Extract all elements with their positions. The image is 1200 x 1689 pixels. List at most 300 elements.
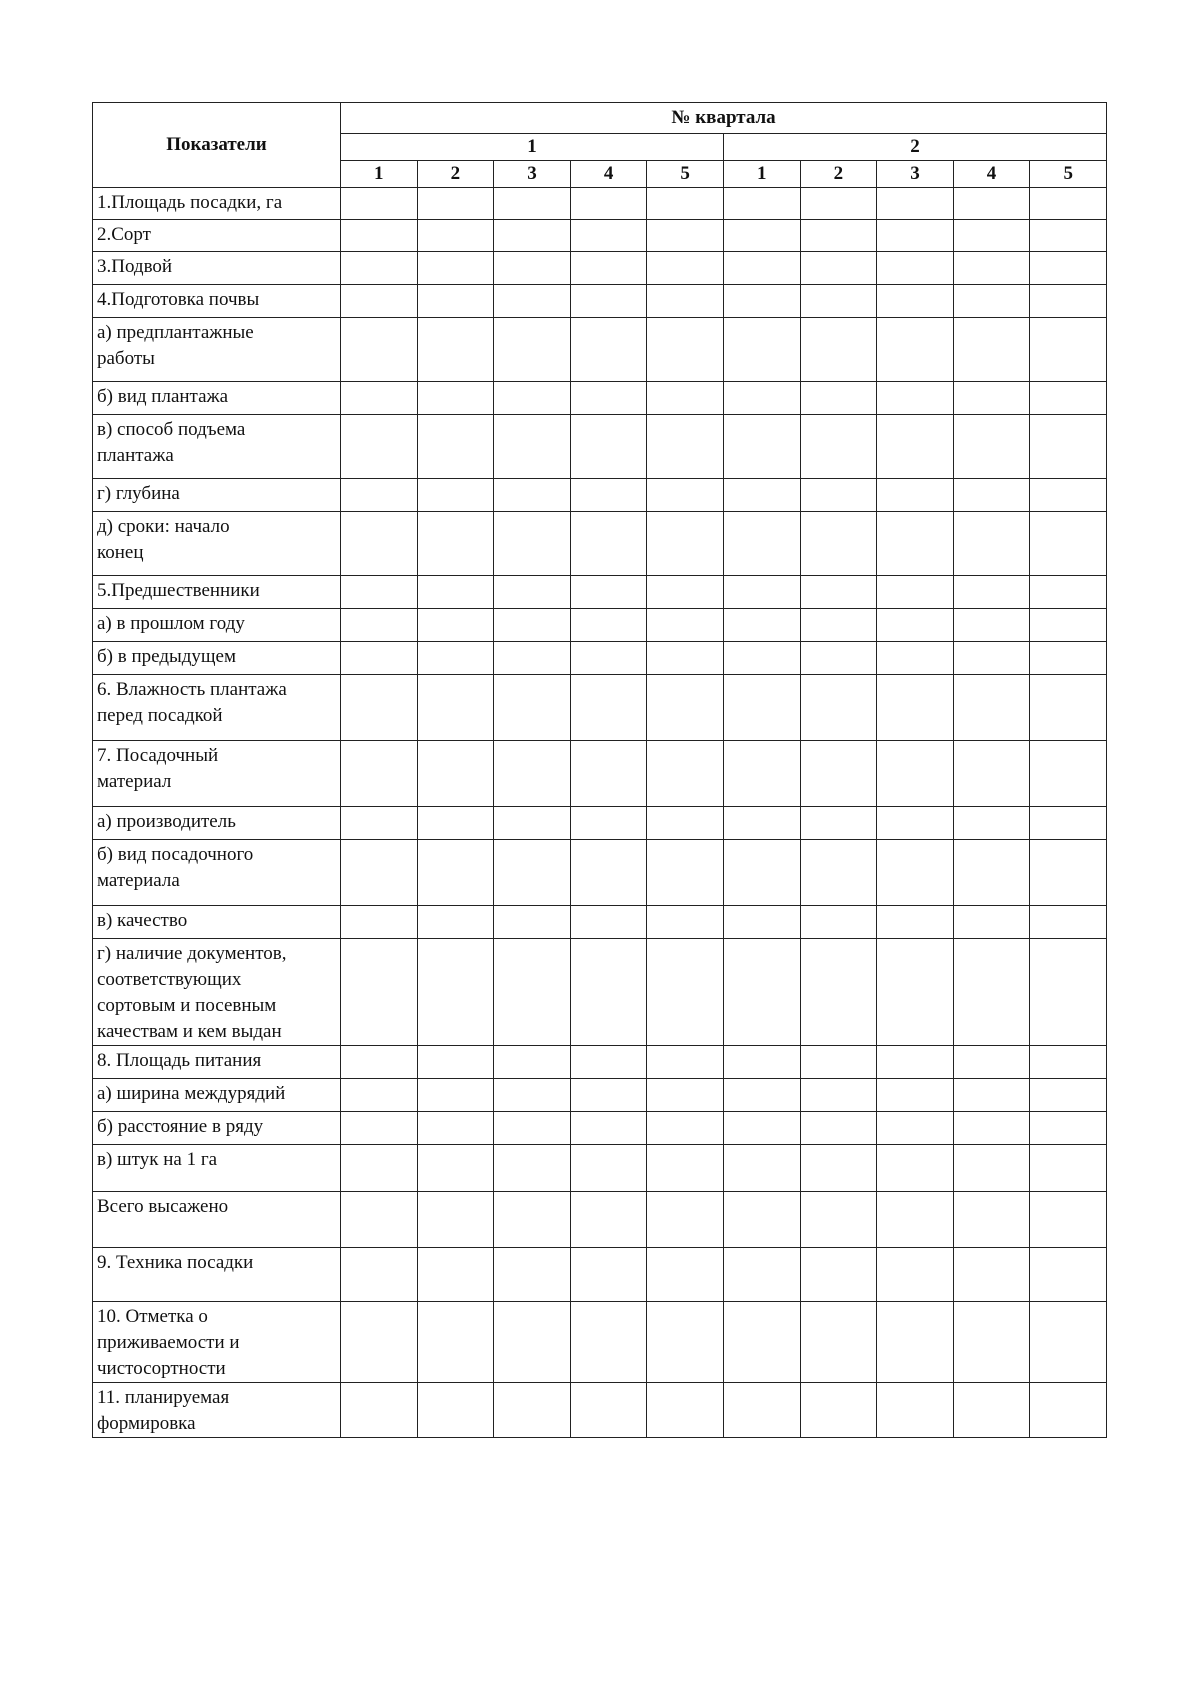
data-cell (494, 1383, 571, 1438)
data-cell (647, 609, 724, 642)
data-cell (570, 609, 647, 642)
data-cell (800, 675, 877, 741)
data-cell (647, 415, 724, 479)
data-cell (1030, 512, 1107, 576)
data-cell (723, 479, 800, 512)
data-cell (417, 1302, 494, 1383)
data-cell (723, 415, 800, 479)
data-cell (877, 609, 954, 642)
data-cell (953, 318, 1030, 382)
data-cell (570, 939, 647, 1046)
data-cell (877, 1046, 954, 1079)
data-cell (1030, 675, 1107, 741)
data-cell (341, 906, 418, 939)
row-label: 5.Предшественники (93, 576, 341, 609)
data-cell (723, 220, 800, 252)
data-cell (1030, 1302, 1107, 1383)
data-cell (647, 1145, 724, 1192)
data-cell (417, 939, 494, 1046)
row-label: б) в предыдущем (93, 642, 341, 675)
row-label: 3.Подвой (93, 252, 341, 285)
data-cell (800, 1046, 877, 1079)
data-cell (647, 382, 724, 415)
data-cell (877, 1112, 954, 1145)
data-cell (800, 479, 877, 512)
data-cell (800, 1248, 877, 1302)
data-cell (1030, 1383, 1107, 1438)
data-cell (570, 642, 647, 675)
row-label: в) штук на 1 га (93, 1145, 341, 1192)
data-cell (494, 479, 571, 512)
header-sub-1-2: 2 (417, 161, 494, 188)
data-cell (494, 675, 571, 741)
table-body (93, 188, 1107, 1438)
data-cell (800, 1383, 877, 1438)
data-cell (417, 1079, 494, 1112)
data-cell (570, 252, 647, 285)
data-cell (341, 252, 418, 285)
data-cell (417, 479, 494, 512)
data-cell (723, 285, 800, 318)
header-sub-1-5: 5 (647, 161, 724, 188)
data-cell (877, 576, 954, 609)
row-label: 8. Площадь питания (93, 1046, 341, 1079)
data-cell (417, 906, 494, 939)
data-cell (417, 512, 494, 576)
data-cell (877, 1383, 954, 1438)
data-cell (494, 252, 571, 285)
data-cell (877, 220, 954, 252)
table-row (93, 906, 1107, 939)
data-cell (570, 512, 647, 576)
data-cell (494, 741, 571, 807)
header-sub-1-3: 3 (494, 161, 571, 188)
data-cell (877, 512, 954, 576)
data-cell (570, 576, 647, 609)
data-cell (723, 382, 800, 415)
data-cell (1030, 382, 1107, 415)
data-cell (800, 188, 877, 220)
data-cell (647, 479, 724, 512)
data-cell (341, 675, 418, 741)
data-cell (723, 318, 800, 382)
data-cell (647, 220, 724, 252)
header-sub-2-5: 5 (1030, 161, 1107, 188)
data-cell (877, 479, 954, 512)
data-cell (723, 1248, 800, 1302)
row-label: г) глубина (93, 479, 341, 512)
data-cell (1030, 188, 1107, 220)
data-cell (647, 1046, 724, 1079)
data-cell (723, 252, 800, 285)
data-cell (1030, 741, 1107, 807)
header-sub-2-3: 3 (877, 161, 954, 188)
data-cell (953, 252, 1030, 285)
data-cell (417, 220, 494, 252)
data-cell (494, 1302, 571, 1383)
header-sub-2-1: 1 (723, 161, 800, 188)
data-cell (1030, 1145, 1107, 1192)
data-cell (953, 220, 1030, 252)
data-cell (723, 1079, 800, 1112)
data-cell (341, 188, 418, 220)
data-cell (341, 840, 418, 906)
data-cell (494, 220, 571, 252)
data-cell (341, 1248, 418, 1302)
data-cell (1030, 939, 1107, 1046)
table-row (93, 220, 1107, 252)
row-label: д) сроки: начало конец (93, 512, 341, 576)
data-cell (494, 1112, 571, 1145)
data-cell (647, 807, 724, 840)
data-cell (877, 252, 954, 285)
data-cell (341, 1192, 418, 1248)
table-row (93, 1145, 1107, 1192)
data-cell (877, 741, 954, 807)
data-cell (1030, 252, 1107, 285)
row-label: а) ширина междурядий (93, 1079, 341, 1112)
data-cell (341, 512, 418, 576)
header-sub-1-4: 4 (570, 161, 647, 188)
row-label: 11. планируемая формировка (93, 1383, 341, 1438)
data-cell (953, 642, 1030, 675)
data-cell (417, 741, 494, 807)
data-cell (800, 1302, 877, 1383)
data-cell (417, 1145, 494, 1192)
data-cell (494, 1248, 571, 1302)
data-cell (877, 1145, 954, 1192)
row-label: б) вид плантажа (93, 382, 341, 415)
data-cell (800, 318, 877, 382)
data-cell (494, 1046, 571, 1079)
data-cell (570, 415, 647, 479)
row-label: в) способ подъема плантажа (93, 415, 341, 479)
data-cell (1030, 220, 1107, 252)
table-row (93, 1112, 1107, 1145)
data-cell (800, 415, 877, 479)
data-cell (494, 642, 571, 675)
data-cell (647, 1383, 724, 1438)
data-cell (1030, 479, 1107, 512)
data-cell (800, 220, 877, 252)
data-cell (647, 318, 724, 382)
data-cell (341, 285, 418, 318)
data-cell (953, 576, 1030, 609)
data-cell (1030, 1079, 1107, 1112)
data-cell (570, 807, 647, 840)
row-label: 10. Отметка о приживаемости и чистосортности (93, 1302, 341, 1383)
data-cell (647, 1112, 724, 1145)
table-row (93, 479, 1107, 512)
data-cell (800, 939, 877, 1046)
data-cell (877, 840, 954, 906)
row-label: 7. Посадочный материал (93, 741, 341, 807)
data-cell (723, 1383, 800, 1438)
table-row (93, 1192, 1107, 1248)
data-cell (417, 415, 494, 479)
data-cell (723, 1302, 800, 1383)
data-cell (570, 285, 647, 318)
data-cell (494, 1145, 571, 1192)
data-cell (800, 382, 877, 415)
data-cell (417, 642, 494, 675)
data-cell (570, 1145, 647, 1192)
header-kvartal-number: № квартала (341, 103, 1107, 134)
planting-record-table (92, 102, 1107, 1438)
data-cell (877, 1079, 954, 1112)
data-cell (570, 220, 647, 252)
data-cell (417, 285, 494, 318)
data-cell (953, 1248, 1030, 1302)
header-sub-1-1: 1 (341, 161, 418, 188)
header-sub-2-2: 2 (800, 161, 877, 188)
data-cell (570, 1248, 647, 1302)
data-cell (570, 1383, 647, 1438)
data-cell (877, 285, 954, 318)
data-cell (953, 675, 1030, 741)
data-cell (953, 1112, 1030, 1145)
data-cell (723, 741, 800, 807)
data-cell (800, 512, 877, 576)
table-row (93, 840, 1107, 906)
row-label: Всего высажено (93, 1192, 341, 1248)
data-cell (647, 285, 724, 318)
data-cell (1030, 285, 1107, 318)
data-cell (1030, 1046, 1107, 1079)
data-cell (953, 1192, 1030, 1248)
data-cell (417, 1192, 494, 1248)
row-label: в) качество (93, 906, 341, 939)
data-cell (417, 188, 494, 220)
table-row (93, 188, 1107, 220)
data-cell (494, 609, 571, 642)
data-cell (877, 415, 954, 479)
data-cell (647, 642, 724, 675)
data-cell (953, 285, 1030, 318)
data-cell (953, 1079, 1030, 1112)
data-cell (647, 512, 724, 576)
data-cell (1030, 415, 1107, 479)
table-row (93, 1383, 1107, 1438)
data-cell (570, 382, 647, 415)
data-cell (494, 807, 571, 840)
table-row (93, 382, 1107, 415)
data-cell (417, 1383, 494, 1438)
data-cell (570, 479, 647, 512)
data-cell (953, 840, 1030, 906)
data-cell (723, 576, 800, 609)
data-cell (570, 1302, 647, 1383)
data-cell (341, 576, 418, 609)
data-cell (494, 415, 571, 479)
table-row (93, 252, 1107, 285)
data-cell (417, 1248, 494, 1302)
data-cell (877, 1302, 954, 1383)
row-label: б) расстояние в ряду (93, 1112, 341, 1145)
data-cell (647, 906, 724, 939)
table-row (93, 675, 1107, 741)
data-cell (494, 576, 571, 609)
data-cell (570, 675, 647, 741)
data-cell (800, 252, 877, 285)
data-cell (877, 188, 954, 220)
data-cell (953, 188, 1030, 220)
table-row (93, 609, 1107, 642)
data-cell (341, 642, 418, 675)
data-cell (494, 1079, 571, 1112)
table-row (93, 1046, 1107, 1079)
data-cell (341, 1145, 418, 1192)
data-cell (647, 675, 724, 741)
data-cell (723, 906, 800, 939)
data-cell (877, 382, 954, 415)
data-cell (570, 906, 647, 939)
data-cell (953, 807, 1030, 840)
data-cell (1030, 576, 1107, 609)
data-cell (1030, 609, 1107, 642)
data-cell (570, 741, 647, 807)
data-cell (570, 1046, 647, 1079)
data-cell (800, 1145, 877, 1192)
data-cell (723, 1145, 800, 1192)
data-cell (341, 1112, 418, 1145)
data-cell (723, 840, 800, 906)
data-cell (647, 188, 724, 220)
data-cell (953, 415, 1030, 479)
data-cell (494, 939, 571, 1046)
data-cell (341, 1046, 418, 1079)
data-cell (723, 1046, 800, 1079)
data-cell (877, 906, 954, 939)
table-row (93, 642, 1107, 675)
data-cell (341, 1079, 418, 1112)
data-cell (417, 576, 494, 609)
data-cell (800, 741, 877, 807)
data-cell (570, 840, 647, 906)
data-cell (494, 318, 571, 382)
data-cell (341, 1302, 418, 1383)
data-cell (647, 840, 724, 906)
data-cell (647, 1248, 724, 1302)
data-cell (647, 741, 724, 807)
data-cell (417, 318, 494, 382)
row-label: а) производитель (93, 807, 341, 840)
data-cell (341, 1383, 418, 1438)
data-cell (341, 609, 418, 642)
data-cell (341, 415, 418, 479)
data-cell (647, 1079, 724, 1112)
data-cell (723, 675, 800, 741)
data-cell (494, 1192, 571, 1248)
data-cell (800, 576, 877, 609)
row-label: а) предплантажные работы (93, 318, 341, 382)
data-cell (494, 382, 571, 415)
data-cell (417, 1112, 494, 1145)
table-row (93, 318, 1107, 382)
header-block-1: 1 (341, 134, 724, 161)
data-cell (1030, 807, 1107, 840)
data-cell (1030, 642, 1107, 675)
data-cell (1030, 906, 1107, 939)
data-cell (953, 1302, 1030, 1383)
data-cell (877, 1192, 954, 1248)
row-label: 2.Сорт (93, 220, 341, 252)
data-cell (647, 939, 724, 1046)
data-cell (953, 741, 1030, 807)
data-cell (494, 840, 571, 906)
header-indicators: Показатели (93, 103, 341, 188)
data-cell (494, 188, 571, 220)
data-cell (953, 382, 1030, 415)
data-cell (953, 939, 1030, 1046)
data-cell (800, 285, 877, 318)
data-cell (800, 807, 877, 840)
header-block-2: 2 (723, 134, 1106, 161)
data-cell (877, 642, 954, 675)
data-cell (647, 1192, 724, 1248)
table-row (93, 285, 1107, 318)
data-cell (877, 1248, 954, 1302)
data-cell (417, 807, 494, 840)
table-row (93, 1302, 1107, 1383)
row-label: 4.Подготовка почвы (93, 285, 341, 318)
data-cell (723, 807, 800, 840)
row-label: 9. Техника посадки (93, 1248, 341, 1302)
data-cell (877, 939, 954, 1046)
data-cell (647, 1302, 724, 1383)
data-cell (953, 1383, 1030, 1438)
row-label: б) вид посадочного материала (93, 840, 341, 906)
data-cell (417, 252, 494, 285)
data-cell (800, 1079, 877, 1112)
data-cell (341, 318, 418, 382)
data-cell (570, 1112, 647, 1145)
data-cell (723, 1192, 800, 1248)
data-cell (723, 1112, 800, 1145)
data-cell (800, 906, 877, 939)
data-cell (341, 382, 418, 415)
table-row (93, 939, 1107, 1046)
table-row (93, 1079, 1107, 1112)
data-cell (570, 1192, 647, 1248)
data-cell (1030, 1112, 1107, 1145)
table-row (93, 741, 1107, 807)
data-cell (877, 675, 954, 741)
data-cell (800, 1112, 877, 1145)
data-cell (341, 220, 418, 252)
row-label: г) наличие документов, соответствующих сортовым и посевным качествам и кем выдан (93, 939, 341, 1046)
data-cell (570, 1079, 647, 1112)
data-cell (723, 939, 800, 1046)
data-cell (417, 675, 494, 741)
data-cell (494, 512, 571, 576)
row-label: 1.Площадь посадки, га (93, 188, 341, 220)
data-cell (1030, 1248, 1107, 1302)
data-cell (723, 512, 800, 576)
data-cell (647, 252, 724, 285)
data-cell (953, 1046, 1030, 1079)
data-cell (953, 512, 1030, 576)
data-cell (953, 1145, 1030, 1192)
data-cell (494, 285, 571, 318)
data-cell (417, 609, 494, 642)
data-cell (800, 1192, 877, 1248)
table-row (93, 807, 1107, 840)
data-cell (494, 906, 571, 939)
data-cell (723, 609, 800, 642)
data-cell (1030, 318, 1107, 382)
data-cell (953, 479, 1030, 512)
